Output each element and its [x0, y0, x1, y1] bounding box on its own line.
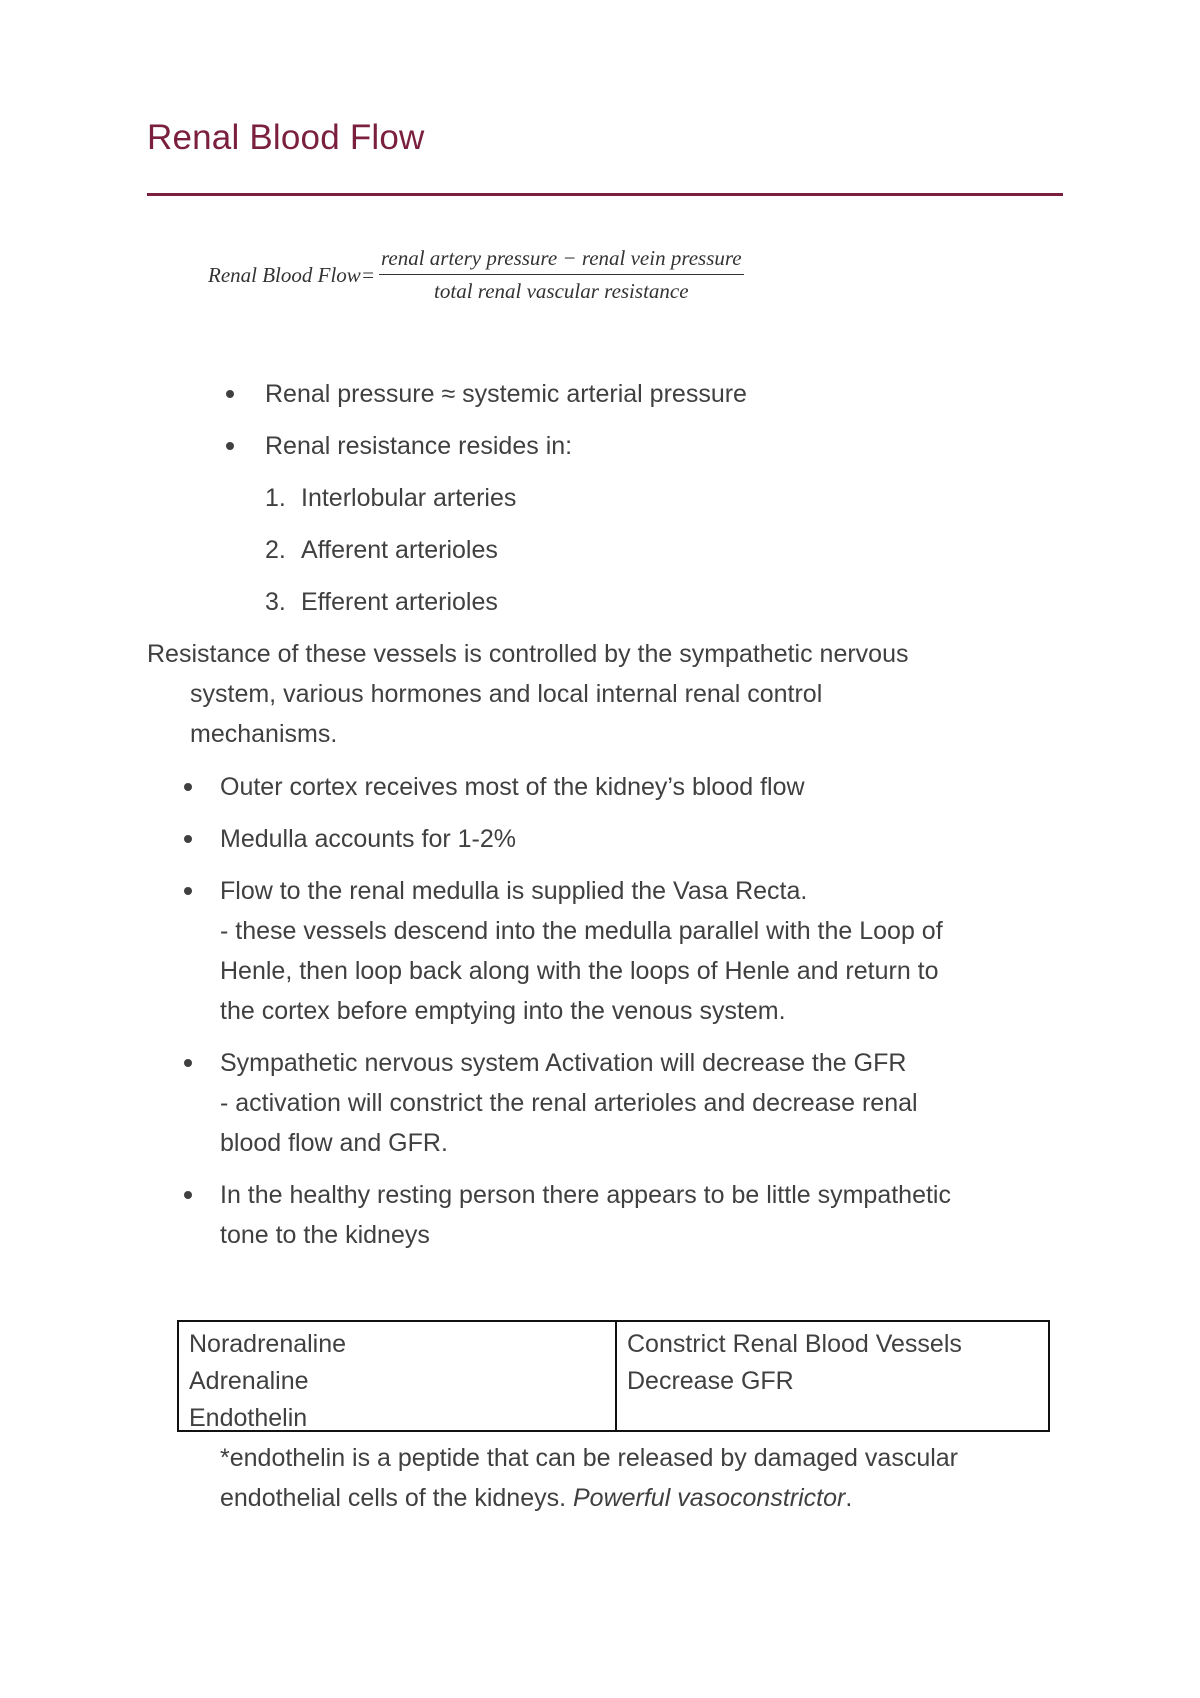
bullet-dot	[184, 835, 192, 843]
numbered-marker: 1.	[265, 484, 286, 512]
bullet-item: Flow to the renal medulla is supplied the Vasa Recta.	[220, 877, 808, 905]
bullet-item: Outer cortex receives most of the kidney’s blood flow	[220, 773, 805, 801]
numbered-marker: 2.	[265, 536, 286, 564]
bullet-dot	[226, 442, 234, 450]
numbered-item: Afferent arterioles	[301, 536, 498, 564]
bullet-item: Sympathetic nervous system Activation will decrease the GFR	[220, 1049, 907, 1077]
footnote-line: *endothelin is a peptide that can be released by damaged vascular	[220, 1444, 959, 1472]
bullet-dot	[226, 390, 234, 398]
bullet-item-continuation: Henle, then loop back along with the loops of Henle and return to	[220, 957, 939, 985]
renal-blood-flow-formula	[208, 246, 744, 304]
paragraph-line: Resistance of these vessels is controlled by the sympathetic nervous	[147, 640, 909, 668]
numbered-item: Interlobular arteries	[301, 484, 517, 512]
table-cell-hormones	[179, 1322, 617, 1430]
table-cell-line: Noradrenaline	[189, 1330, 347, 1358]
title-underline	[147, 193, 1063, 196]
footnote-plain: endothelial cells of the kidneys.	[220, 1484, 573, 1512]
bullet-dot	[184, 783, 192, 791]
bullet-item: Medulla accounts for 1-2%	[220, 825, 516, 853]
bullet-item-continuation: the cortex before emptying into the venous system.	[220, 997, 786, 1025]
bullet-item: Renal resistance resides in:	[265, 432, 573, 460]
formula-lhs-text: Renal Blood Flow	[208, 262, 361, 287]
bullet-item-continuation: blood flow and GFR.	[220, 1129, 448, 1157]
hormone-effects-table	[177, 1320, 1050, 1432]
footnote-emphasis: Powerful vasoconstrictor	[573, 1484, 846, 1512]
table-cell-line: Constrict Renal Blood Vessels	[627, 1330, 962, 1358]
page-title: Renal Blood Flow	[147, 118, 425, 157]
table-cell-effects	[617, 1322, 1048, 1430]
footnote-period: .	[845, 1484, 853, 1512]
formula-equals: =	[360, 262, 375, 287]
table-cell-line: Decrease GFR	[627, 1367, 794, 1395]
table-cell-line: Endothelin	[189, 1404, 308, 1432]
numbered-item: Efferent arterioles	[301, 588, 498, 616]
numbered-marker: 3.	[265, 588, 286, 616]
bullet-item-continuation: - these vessels descend into the medulla parallel with the Loop of	[220, 917, 943, 945]
formula-fraction	[379, 246, 744, 304]
bullet-dot	[184, 1191, 192, 1199]
bullet-dot	[184, 1059, 192, 1067]
paragraph-line: mechanisms.	[190, 720, 338, 748]
bullet-item: In the healthy resting person there appears to be little sympathetic	[220, 1181, 951, 1209]
formula-denominator: total renal vascular resistance	[434, 279, 689, 303]
formula-lhs	[208, 263, 375, 288]
bullet-item-continuation: tone to the kidneys	[220, 1221, 430, 1249]
footnote-line	[220, 1478, 852, 1518]
paragraph-line: system, various hormones and local internal renal control	[190, 680, 823, 708]
bullet-item-continuation: - activation will constrict the renal arterioles and decrease renal	[220, 1089, 918, 1117]
table-cell-line: Adrenaline	[189, 1367, 309, 1395]
formula-numerator: renal artery pressure − renal vein pressure	[379, 246, 744, 275]
bullet-dot	[184, 887, 192, 895]
bullet-item: Renal pressure ≈ systemic arterial pressure	[265, 380, 747, 408]
